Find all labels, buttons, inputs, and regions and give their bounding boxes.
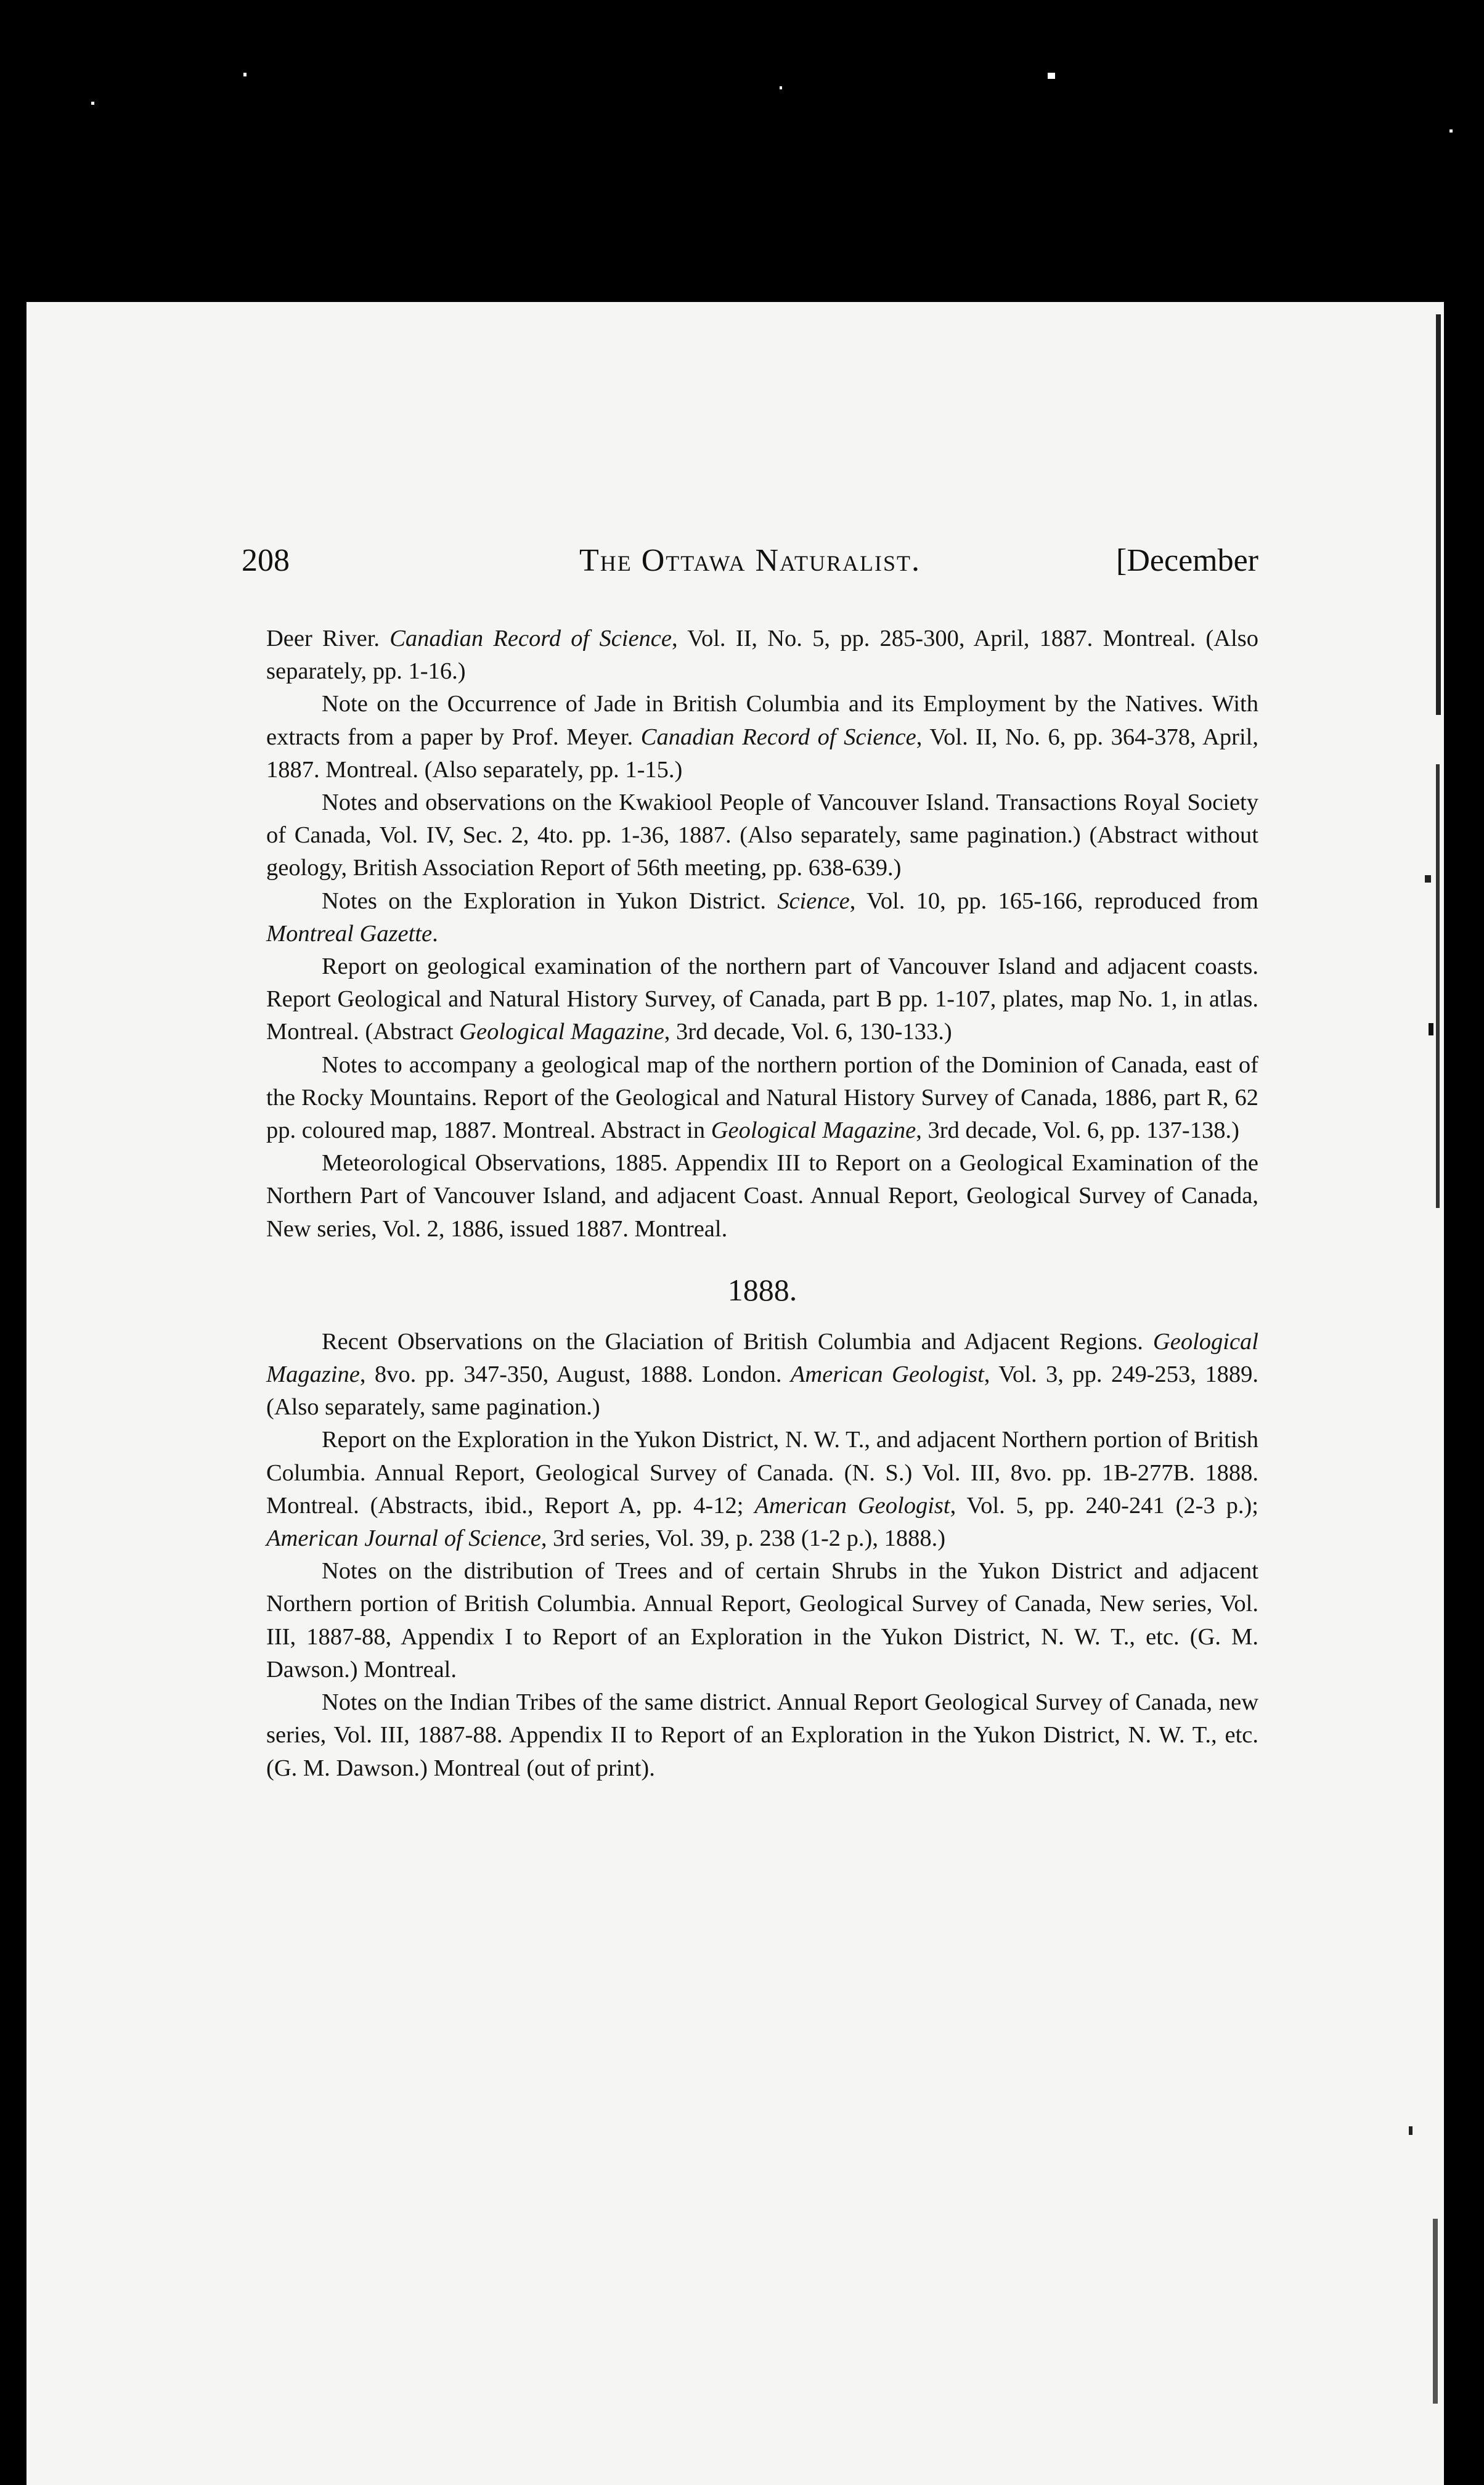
entry-text: , Vol. 3, pp. 249-253, 1889. (Also separately, same pagination.) (266, 1361, 1258, 1421)
entry-text: Notes on the distribution of Trees and of certain Shrubs in the Yukon District and adjacent Northern portion of British Columbia. Annual Report, Geological Survey of Canada, New series, Vol. III, 1887-88, Appendix I to Report of an Exploration in the Yukon District, N. W. T., etc. (G. M. Dawson.) Montreal. (266, 1558, 1258, 1683)
edge-mark (1429, 1023, 1433, 1035)
entry-text: , Vol. 5, pp. 240-241 (2-3 p.); (950, 1492, 1259, 1519)
bibliography-entry (266, 1686, 1258, 1785)
entry-text: Notes and observations on the Kwakiool People of Vancouver Island. Transactions Royal Society of Canada, Vol. IV, Sec. 2, 4to. pp. 1-36, 1887. (Also separately, same pagination.) (Abstract without geology, British Association Report of 56th meeting, pp. 638-639.) (266, 790, 1258, 881)
entry-text: . (432, 920, 438, 947)
edge-mark (1425, 875, 1431, 883)
publication-title: Canadian Record of Science (640, 724, 916, 750)
running-header (242, 542, 1258, 592)
entries-1888 (266, 1326, 1258, 1785)
bibliography-entry (266, 786, 1258, 885)
edge-mark (1436, 314, 1441, 715)
entry-text: , 8vo. pp. 347-350, August, 1888. London. (359, 1361, 791, 1388)
entry-text: Meteorological Observations, 1885. Appendix III to Report on a Geological Examination of the Northern Part of Vancouver Island, and adjacent Coast. Annual Report, Geological Survey of Canada, New series, Vol. 2, 1886, issued 1887. Montreal. (266, 1150, 1258, 1242)
speck (1449, 129, 1453, 133)
entry-text: , 3rd decade, Vol. 6, 130-133.) (664, 1019, 952, 1045)
issue-month: [December (1116, 543, 1258, 578)
edge-mark (1436, 764, 1440, 1208)
publication-title: Geological Magazine (459, 1019, 664, 1045)
bibliography-entry (266, 1147, 1258, 1246)
edge-mark (1433, 2219, 1438, 2404)
bibliography-text (266, 622, 1258, 1785)
bibliography-entry (266, 622, 1258, 688)
entry-text: Note on the Occurrence of Jade in British Columbia and its Employment by the Natives. With extracts from a paper by Prof. Meyer. (266, 691, 1258, 750)
speck (91, 102, 94, 105)
entry-text: Notes on the Exploration in Yukon District. (322, 888, 778, 914)
edge-mark (1409, 2126, 1413, 2135)
publication-title: American Journal of Science (266, 1525, 541, 1552)
bibliography-entry (266, 688, 1258, 786)
entry-text: Deer River. (266, 626, 390, 651)
entry-text: , 3rd series, Vol. 39, p. 238 (1-2 p.), 1888.) (540, 1525, 946, 1552)
publication-title: Science (777, 888, 850, 914)
page-number: 208 (242, 543, 290, 578)
entries-1887 (266, 622, 1258, 1246)
entry-text: , Vol. II, No. 6, pp. 364-378, April, 1887. Montreal. (Also separately, pp. 1-15.) (266, 724, 1258, 783)
bibliography-entry (266, 950, 1258, 1049)
entry-text: Report on geological examination of the northern part of Vancouver Island and adjacent coasts. Report Geological and Natural History Survey, of Canada, part B pp. 1-107, plates, map No. 1, in atlas. Montreal. (Abstract (266, 953, 1258, 1045)
bibliography-entry (266, 1424, 1258, 1555)
speck (780, 86, 782, 89)
bibliography-entry (266, 1555, 1258, 1686)
journal-title: The Ottawa Naturalist. (579, 543, 921, 578)
speck (243, 73, 247, 76)
entry-text: Notes on the Indian Tribes of the same district. Annual Report Geological Survey of Canada, new series, Vol. III, 1887-88. Appendix II to Report of an Exploration in the Yukon District, N. W. T., etc. (G. M. Dawson.) Montreal (out of print). (266, 1689, 1258, 1781)
entry-text: Report on the Exploration in the Yukon District, N. W. T., and adjacent Northern portion of British Columbia. Annual Report, Geological Survey of Canada. (N. S.) Vol. III, 8vo. pp. 1B-277B. 1888. Montreal. (Abstracts, ibid., Report A, pp. 4-12; (266, 1427, 1258, 1519)
entry-text: , Vol. II, No. 5, pp. 285-300, April, 1887. Montreal. (Also separately, pp. 1-16.) (266, 626, 1258, 685)
year-heading: 1888. (727, 1272, 797, 1307)
bibliography-entry (266, 1326, 1258, 1424)
entry-text: Recent Observations on the Glaciation of British Columbia and Adjacent Regions. (322, 1328, 1153, 1355)
entry-text: , 3rd decade, Vol. 6, pp. 137-138.) (916, 1117, 1239, 1144)
publication-title: Geological Magazine (266, 1328, 1258, 1388)
entry-text: Notes to accompany a geological map of the northern portion of the Dominion of Canada, east of the Rocky Mountains. Report of the Geological and Natural History Survey of Canada, 1886, part R, 62 pp. coloured map, 1887. Montreal. Abstract in (266, 1051, 1258, 1144)
publication-title: Canadian Record of Science (389, 626, 672, 651)
publication-title: American Geologist (790, 1361, 984, 1388)
publication-title: Montreal Gazette (266, 920, 433, 947)
speck (1048, 73, 1055, 79)
bibliography-entry (266, 885, 1258, 950)
publication-title: Geological Magazine (711, 1117, 916, 1144)
bibliography-entry (266, 1049, 1258, 1148)
publication-title: American Geologist (754, 1492, 950, 1519)
entry-text: , Vol. 10, pp. 165-166, reproduced from (849, 888, 1258, 914)
